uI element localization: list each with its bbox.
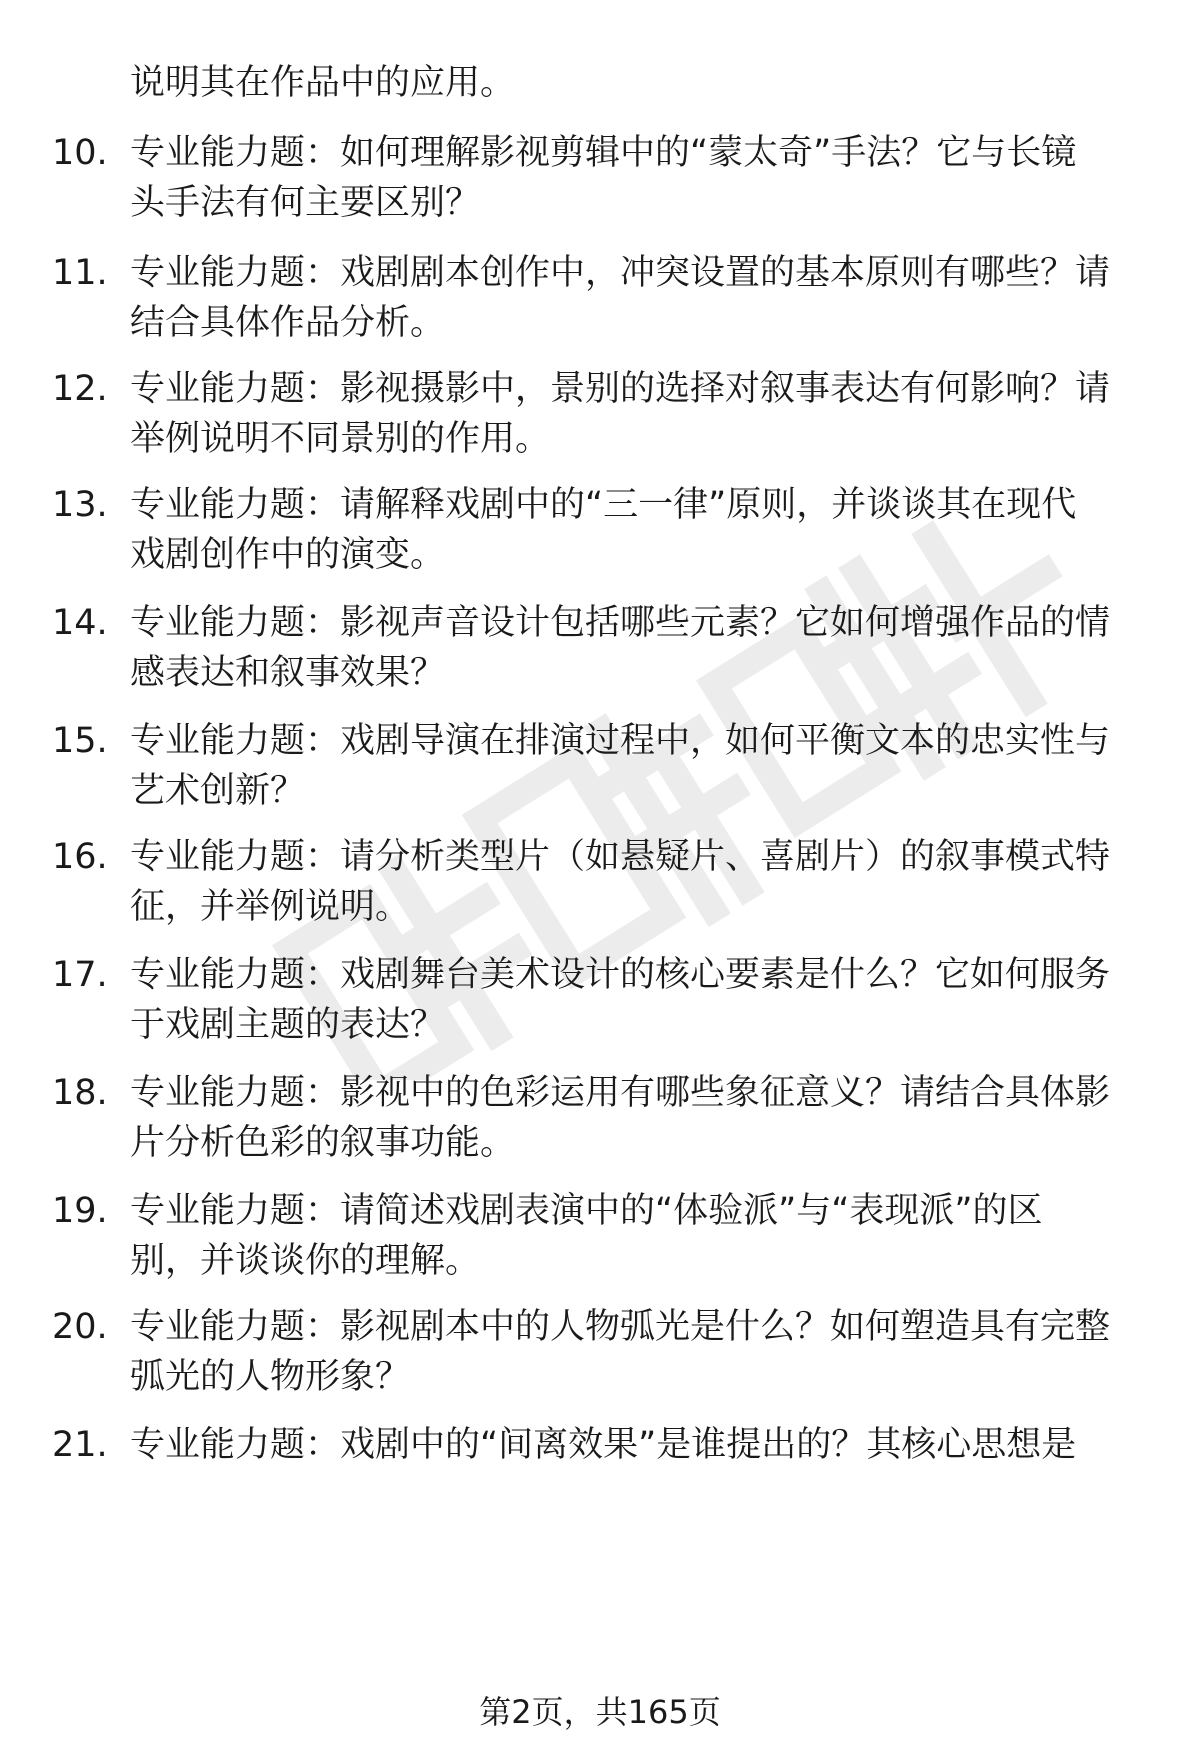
question-text xyxy=(130,1186,1140,1286)
question-line: 专业能力题：如何理解影视剪辑中的“蒙太奇”手法？它与长镜 xyxy=(130,133,1077,173)
question-line: 别，并谈谈你的理解。 xyxy=(130,1241,481,1281)
question-line: 专业能力题：戏剧中的“间离效果”是谁提出的？其核心思想是 xyxy=(130,1425,1077,1465)
question-line: 专业能力题：影视剧本中的人物弧光是什么？如何塑造具有完整 xyxy=(130,1307,1111,1347)
question-number: 18. xyxy=(52,1073,108,1113)
question-text xyxy=(130,1068,1140,1168)
question-number: 11. xyxy=(52,253,108,293)
question-text xyxy=(130,1302,1140,1402)
page-footer: 第2页，共165页 xyxy=(479,1693,721,1731)
question-number: 10. xyxy=(52,133,108,173)
question-text xyxy=(130,128,1140,228)
question-number: 13. xyxy=(52,485,108,525)
question-line: 感表达和叙事效果？ xyxy=(130,653,446,693)
question-text xyxy=(130,248,1140,348)
question-text xyxy=(130,832,1140,932)
question-number: 20. xyxy=(52,1307,108,1347)
question-number: 15. xyxy=(52,721,108,761)
question-text xyxy=(130,480,1140,580)
question-text xyxy=(130,950,1140,1050)
question-text xyxy=(130,1420,1140,1470)
question-line: 片分析色彩的叙事功能。 xyxy=(130,1123,516,1163)
question-number: 19. xyxy=(52,1191,108,1231)
question-line: 专业能力题：请解释戏剧中的“三一律”原则，并谈谈其在现代 xyxy=(130,485,1077,525)
question-number: 16. xyxy=(52,837,108,877)
question-line: 艺术创新？ xyxy=(130,771,306,811)
question-line: 头手法有何主要区别？ xyxy=(130,183,481,223)
question-number: 14. xyxy=(52,603,108,643)
question-number: 17. xyxy=(52,955,108,995)
question-text xyxy=(130,598,1140,698)
question-line: 专业能力题：戏剧舞台美术设计的核心要素是什么？它如何服务 xyxy=(130,955,1111,995)
question-line: 举例说明不同景别的作用。 xyxy=(130,419,551,459)
question-line: 专业能力题：请简述戏剧表演中的“体验派”与“表现派”的区 xyxy=(130,1191,1043,1231)
question-line: 专业能力题：影视声音设计包括哪些元素？它如何增强作品的情 xyxy=(130,603,1111,643)
question-line: 结合具体作品分析。 xyxy=(130,303,446,343)
question-text xyxy=(130,716,1140,816)
question-number: 12. xyxy=(52,369,108,409)
question-line: 征，并举例说明。 xyxy=(130,887,411,927)
continuation-text: 说明其在作品中的应用。 xyxy=(130,63,516,103)
question-line: 弧光的人物形象？ xyxy=(130,1357,411,1397)
question-line: 专业能力题：请分析类型片（如悬疑片、喜剧片）的叙事模式特 xyxy=(130,837,1111,877)
question-line: 专业能力题：影视中的色彩运用有哪些象征意义？请结合具体影 xyxy=(130,1073,1111,1113)
question-number: 21. xyxy=(52,1425,108,1465)
question-line: 于戏剧主题的表达？ xyxy=(130,1005,446,1045)
question-text xyxy=(130,364,1140,464)
question-line: 专业能力题：戏剧导演在排演过程中，如何平衡文本的忠实性与 xyxy=(130,721,1111,761)
question-line: 专业能力题：影视摄影中，景别的选择对叙事表达有何影响？请 xyxy=(130,369,1111,409)
question-line: 专业能力题：戏剧剧本创作中，冲突设置的基本原则有哪些？请 xyxy=(130,253,1111,293)
question-line: 戏剧创作中的演变。 xyxy=(130,535,446,575)
